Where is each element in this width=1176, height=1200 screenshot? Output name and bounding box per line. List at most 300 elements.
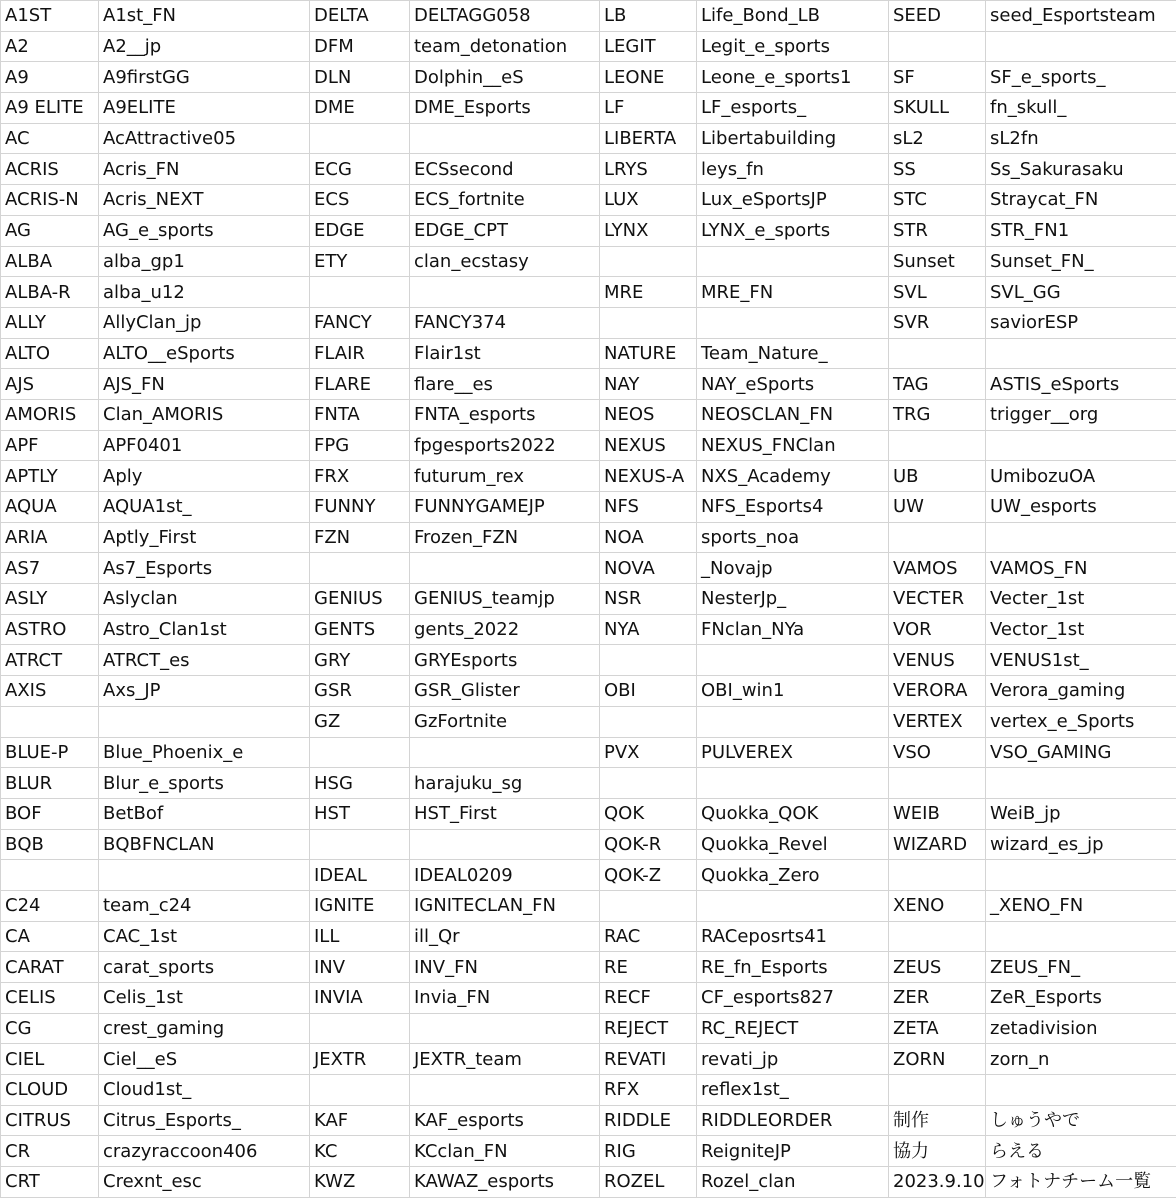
table-cell-team-account[interactable]: seed_Esportsteam (986, 1, 1176, 32)
table-cell-team-account[interactable] (410, 1013, 600, 1044)
table-cell-team-account[interactable] (697, 890, 889, 921)
table-cell-team-tag[interactable]: ETY (310, 246, 410, 277)
table-cell-team-tag[interactable]: FPG (310, 430, 410, 461)
table-cell-team-tag[interactable]: RAC (600, 921, 697, 952)
table-cell-team-tag[interactable]: QOK (600, 798, 697, 829)
table-cell-team-account[interactable] (410, 277, 600, 308)
table-cell-team-account[interactable]: NAY_eSports (697, 369, 889, 400)
table-cell-team-account[interactable]: Ciel__eS (99, 1044, 310, 1075)
table-cell-team-account[interactable]: flare__es (410, 369, 600, 400)
table-cell-team-tag[interactable]: SKULL (889, 93, 986, 124)
table-cell-team-tag[interactable]: ASTRO (1, 614, 99, 645)
table-cell-team-tag[interactable]: ZEUS (889, 952, 986, 983)
table-cell-team-tag[interactable] (310, 277, 410, 308)
table-cell-team-account[interactable]: Acris_NEXT (99, 185, 310, 216)
table-cell-team-account[interactable]: clan_ecstasy (410, 246, 600, 277)
table-cell-team-tag[interactable]: QOK-R (600, 829, 697, 860)
table-cell-team-account[interactable]: sL2fn (986, 123, 1176, 154)
table-cell-team-tag[interactable]: A1ST (1, 1, 99, 32)
table-cell-team-tag[interactable]: NATURE (600, 338, 697, 369)
table-cell-team-account[interactable]: Blur_e_sports (99, 768, 310, 799)
table-cell-team-account[interactable] (697, 246, 889, 277)
table-cell-team-account[interactable]: HST_First (410, 798, 600, 829)
table-cell-team-tag[interactable]: NOVA (600, 553, 697, 584)
table-cell-team-tag[interactable]: ALLY (1, 307, 99, 338)
table-cell-team-account[interactable] (410, 737, 600, 768)
table-cell-team-tag[interactable]: Sunset (889, 246, 986, 277)
table-cell-team-account[interactable]: Celis_1st (99, 983, 310, 1014)
table-cell-team-tag[interactable]: STC (889, 185, 986, 216)
table-cell-team-account[interactable]: SF_e_sports_ (986, 62, 1176, 93)
table-cell-team-account[interactable]: Team_Nature_ (697, 338, 889, 369)
table-cell-team-tag[interactable]: FANCY (310, 307, 410, 338)
table-cell-team-account[interactable] (986, 338, 1176, 369)
table-cell-team-tag[interactable]: GZ (310, 706, 410, 737)
table-cell-team-tag[interactable]: KAF (310, 1105, 410, 1136)
table-cell-team-tag[interactable]: SVR (889, 307, 986, 338)
table-cell-team-account[interactable] (410, 553, 600, 584)
table-cell-team-tag[interactable]: JEXTR (310, 1044, 410, 1075)
table-cell-team-tag[interactable]: NYA (600, 614, 697, 645)
table-cell-team-tag[interactable] (310, 1013, 410, 1044)
table-cell-team-tag[interactable]: UW (889, 492, 986, 523)
table-cell-team-tag[interactable]: FZN (310, 522, 410, 553)
table-cell-team-tag[interactable]: NFS (600, 492, 697, 523)
table-cell-team-account[interactable]: trigger__org (986, 399, 1176, 430)
table-cell-team-account[interactable]: _XENO_FN (986, 890, 1176, 921)
table-cell-team-tag[interactable]: CLOUD (1, 1075, 99, 1106)
table-cell-team-tag[interactable]: VECTER (889, 584, 986, 615)
table-cell-team-tag[interactable]: FRX (310, 461, 410, 492)
table-cell-team-account[interactable]: reflex1st_ (697, 1075, 889, 1106)
table-cell-team-account[interactable]: A9firstGG (99, 62, 310, 93)
table-cell-team-tag[interactable]: GENTS (310, 614, 410, 645)
table-cell-team-tag[interactable]: PVX (600, 737, 697, 768)
table-cell-team-account[interactable]: JEXTR_team (410, 1044, 600, 1075)
table-cell-team-tag[interactable]: AJS (1, 369, 99, 400)
table-cell-team-account[interactable] (697, 768, 889, 799)
table-cell-team-account[interactable]: fpgesports2022 (410, 430, 600, 461)
table-cell-team-account[interactable]: らえる (986, 1136, 1176, 1167)
table-cell-team-account[interactable]: BQBFNCLAN (99, 829, 310, 860)
table-cell-team-tag[interactable]: CRT (1, 1167, 99, 1198)
table-cell-team-tag[interactable]: REVATI (600, 1044, 697, 1075)
table-cell-team-tag[interactable]: VAMOS (889, 553, 986, 584)
table-cell-team-account[interactable]: FNTA_esports (410, 399, 600, 430)
table-cell-team-account[interactable] (410, 123, 600, 154)
table-cell-team-account[interactable]: LF_esports_ (697, 93, 889, 124)
table-cell-team-account[interactable]: crest_gaming (99, 1013, 310, 1044)
table-cell-team-account[interactable]: Straycat_FN (986, 185, 1176, 216)
table-cell-team-tag[interactable]: DELTA (310, 1, 410, 32)
table-cell-team-account[interactable]: しゅうやで (986, 1105, 1176, 1136)
table-cell-team-tag[interactable] (600, 890, 697, 921)
table-cell-team-account[interactable]: Ss_Sakurasaku (986, 154, 1176, 185)
table-cell-team-account[interactable]: SVL_GG (986, 277, 1176, 308)
table-cell-team-tag[interactable]: sL2 (889, 123, 986, 154)
table-cell-team-account[interactable]: fn_skull_ (986, 93, 1176, 124)
table-cell-team-tag[interactable]: BLUE-P (1, 737, 99, 768)
table-cell-team-tag[interactable]: NEOS (600, 399, 697, 430)
table-cell-team-tag[interactable]: NSR (600, 584, 697, 615)
table-cell-team-account[interactable] (697, 706, 889, 737)
table-cell-team-account[interactable]: A2__jp (99, 31, 310, 62)
table-cell-team-tag[interactable] (1, 860, 99, 891)
table-cell-team-tag[interactable]: LB (600, 1, 697, 32)
table-cell-team-tag[interactable]: NAY (600, 369, 697, 400)
table-cell-team-tag[interactable]: 2023.9.10 (889, 1167, 986, 1198)
table-cell-team-account[interactable] (99, 706, 310, 737)
table-cell-team-account[interactable]: AJS_FN (99, 369, 310, 400)
table-cell-team-tag[interactable] (889, 768, 986, 799)
table-cell-team-tag[interactable] (889, 430, 986, 461)
table-cell-team-tag[interactable]: UB (889, 461, 986, 492)
table-cell-team-tag[interactable]: GRY (310, 645, 410, 676)
table-cell-team-account[interactable]: sports_noa (697, 522, 889, 553)
table-cell-team-account[interactable]: KCclan_FN (410, 1136, 600, 1167)
table-cell-team-tag[interactable]: AQUA (1, 492, 99, 523)
table-cell-team-account[interactable]: ill_Qr (410, 921, 600, 952)
table-cell-team-tag[interactable]: TAG (889, 369, 986, 400)
table-cell-team-account[interactable]: Cloud1st_ (99, 1075, 310, 1106)
table-cell-team-account[interactable]: zetadivision (986, 1013, 1176, 1044)
table-cell-team-account[interactable]: RE_fn_Esports (697, 952, 889, 983)
table-cell-team-account[interactable]: RACeposrts41 (697, 921, 889, 952)
table-cell-team-tag[interactable]: LF (600, 93, 697, 124)
table-cell-team-tag[interactable]: SEED (889, 1, 986, 32)
table-cell-team-account[interactable]: フォトナチーム一覧 (986, 1167, 1176, 1198)
table-cell-team-account[interactable]: Frozen_FZN (410, 522, 600, 553)
table-cell-team-tag[interactable]: CR (1, 1136, 99, 1167)
table-cell-team-account[interactable]: CF_esports827 (697, 983, 889, 1014)
table-cell-team-tag[interactable]: ILL (310, 921, 410, 952)
table-cell-team-tag[interactable]: INVIA (310, 983, 410, 1014)
table-cell-team-tag[interactable]: ASLY (1, 584, 99, 615)
table-cell-team-tag[interactable]: TRG (889, 399, 986, 430)
table-cell-team-tag[interactable]: HSG (310, 768, 410, 799)
table-cell-team-tag[interactable]: BQB (1, 829, 99, 860)
table-cell-team-account[interactable]: A9ELITE (99, 93, 310, 124)
table-cell-team-account[interactable]: DELTAGG058 (410, 1, 600, 32)
table-cell-team-account[interactable]: wizard_es_jp (986, 829, 1176, 860)
table-cell-team-account[interactable] (697, 645, 889, 676)
table-cell-team-tag[interactable] (310, 553, 410, 584)
table-cell-team-account[interactable]: KAF_esports (410, 1105, 600, 1136)
table-cell-team-account[interactable]: ALTO__eSports (99, 338, 310, 369)
table-cell-team-tag[interactable] (889, 522, 986, 553)
table-cell-team-account[interactable]: CAC_1st (99, 921, 310, 952)
table-cell-team-account[interactable]: EDGE_CPT (410, 215, 600, 246)
table-cell-team-account[interactable]: RC_REJECT (697, 1013, 889, 1044)
table-cell-team-account[interactable] (986, 430, 1176, 461)
table-cell-team-tag[interactable] (600, 246, 697, 277)
table-cell-team-account[interactable]: UmibozuOA (986, 461, 1176, 492)
table-cell-team-tag[interactable]: RFX (600, 1075, 697, 1106)
table-cell-team-tag[interactable] (310, 123, 410, 154)
table-cell-team-account[interactable]: IDEAL0209 (410, 860, 600, 891)
table-cell-team-tag[interactable]: RECF (600, 983, 697, 1014)
table-cell-team-account[interactable]: Astro_Clan1st (99, 614, 310, 645)
table-cell-team-account[interactable]: Lux_eSportsJP (697, 185, 889, 216)
table-cell-team-account[interactable]: carat_sports (99, 952, 310, 983)
table-cell-team-account[interactable] (410, 829, 600, 860)
table-cell-team-account[interactable]: Flair1st (410, 338, 600, 369)
table-cell-team-account[interactable]: UW_esports (986, 492, 1176, 523)
table-cell-team-tag[interactable]: ACRIS-N (1, 185, 99, 216)
table-cell-team-account[interactable]: FNclan_NYa (697, 614, 889, 645)
table-cell-team-tag[interactable]: LYNX (600, 215, 697, 246)
table-cell-team-tag[interactable]: CA (1, 921, 99, 952)
table-cell-team-account[interactable]: DME_Esports (410, 93, 600, 124)
table-cell-team-tag[interactable]: FLARE (310, 369, 410, 400)
table-cell-team-tag[interactable] (889, 860, 986, 891)
table-cell-team-account[interactable]: Quokka_Revel (697, 829, 889, 860)
table-cell-team-account[interactable]: NXS_Academy (697, 461, 889, 492)
table-cell-team-tag[interactable]: LEGIT (600, 31, 697, 62)
table-cell-team-account[interactable] (986, 768, 1176, 799)
table-cell-team-tag[interactable]: ZORN (889, 1044, 986, 1075)
table-cell-team-account[interactable]: Invia_FN (410, 983, 600, 1014)
table-cell-team-account[interactable]: FUNNYGAMEJP (410, 492, 600, 523)
table-cell-team-tag[interactable]: ZER (889, 983, 986, 1014)
table-cell-team-account[interactable]: AQUA1st_ (99, 492, 310, 523)
table-cell-team-tag[interactable]: VOR (889, 614, 986, 645)
table-cell-team-tag[interactable]: ZETA (889, 1013, 986, 1044)
table-cell-team-tag[interactable]: IGNITE (310, 890, 410, 921)
table-cell-team-account[interactable] (697, 307, 889, 338)
table-cell-team-tag[interactable]: WEIB (889, 798, 986, 829)
table-cell-team-tag[interactable]: AG (1, 215, 99, 246)
table-cell-team-tag[interactable] (889, 1075, 986, 1106)
table-cell-team-account[interactable]: Citrus_Esports_ (99, 1105, 310, 1136)
table-cell-team-account[interactable]: GzFortnite (410, 706, 600, 737)
table-cell-team-account[interactable]: Rozel_clan (697, 1167, 889, 1198)
table-cell-team-tag[interactable]: STR (889, 215, 986, 246)
table-cell-team-account[interactable]: BetBof (99, 798, 310, 829)
table-cell-team-tag[interactable]: BLUR (1, 768, 99, 799)
table-cell-team-account[interactable]: Vecter_1st (986, 584, 1176, 615)
table-cell-team-account[interactable]: WeiB_jp (986, 798, 1176, 829)
table-cell-team-account[interactable]: Acris_FN (99, 154, 310, 185)
table-cell-team-account[interactable]: LYNX_e_sports (697, 215, 889, 246)
table-cell-team-tag[interactable]: FLAIR (310, 338, 410, 369)
table-cell-team-tag[interactable]: WIZARD (889, 829, 986, 860)
table-cell-team-account[interactable]: IGNITECLAN_FN (410, 890, 600, 921)
table-cell-team-account[interactable]: OBI_win1 (697, 676, 889, 707)
table-cell-team-tag[interactable]: DLN (310, 62, 410, 93)
table-cell-team-tag[interactable]: FUNNY (310, 492, 410, 523)
table-cell-team-account[interactable]: VENUS1st_ (986, 645, 1176, 676)
table-cell-team-tag[interactable] (889, 921, 986, 952)
table-cell-team-tag[interactable]: AS7 (1, 553, 99, 584)
table-cell-team-tag[interactable]: ECS (310, 185, 410, 216)
table-cell-team-tag[interactable]: ARIA (1, 522, 99, 553)
table-cell-team-tag[interactable]: CG (1, 1013, 99, 1044)
table-cell-team-account[interactable]: ECS_fortnite (410, 185, 600, 216)
table-cell-team-account[interactable]: As7_Esports (99, 553, 310, 584)
table-cell-team-tag[interactable] (600, 706, 697, 737)
table-cell-team-tag[interactable]: VSO (889, 737, 986, 768)
table-cell-team-tag[interactable]: LIBERTA (600, 123, 697, 154)
table-cell-team-tag[interactable] (310, 737, 410, 768)
table-cell-team-tag[interactable] (310, 1075, 410, 1106)
table-cell-team-tag[interactable]: EDGE (310, 215, 410, 246)
table-cell-team-tag[interactable] (889, 338, 986, 369)
table-cell-team-account[interactable]: Leone_e_sports1 (697, 62, 889, 93)
table-cell-team-tag[interactable]: KWZ (310, 1167, 410, 1198)
table-cell-team-account[interactable]: revati_jp (697, 1044, 889, 1075)
table-cell-team-account[interactable]: alba_gp1 (99, 246, 310, 277)
table-cell-team-account[interactable] (986, 1075, 1176, 1106)
table-cell-team-account[interactable]: ASTIS_eSports (986, 369, 1176, 400)
table-cell-team-tag[interactable]: GENIUS (310, 584, 410, 615)
table-cell-team-account[interactable]: INV_FN (410, 952, 600, 983)
table-cell-team-account[interactable]: RIDDLEORDER (697, 1105, 889, 1136)
table-cell-team-tag[interactable]: LRYS (600, 154, 697, 185)
table-cell-team-tag[interactable]: VERTEX (889, 706, 986, 737)
table-cell-team-tag[interactable]: FNTA (310, 399, 410, 430)
table-cell-team-account[interactable]: NEXUS_FNClan (697, 430, 889, 461)
table-cell-team-tag[interactable]: SVL (889, 277, 986, 308)
table-cell-team-account[interactable]: Dolphin__eS (410, 62, 600, 93)
table-cell-team-account[interactable]: Axs_JP (99, 676, 310, 707)
table-cell-team-tag[interactable]: A9 (1, 62, 99, 93)
table-cell-team-tag[interactable]: ECG (310, 154, 410, 185)
table-cell-team-account[interactable]: GSR_Glister (410, 676, 600, 707)
table-cell-team-account[interactable]: GRYEsports (410, 645, 600, 676)
table-cell-team-tag[interactable]: VERORA (889, 676, 986, 707)
table-cell-team-tag[interactable]: CELIS (1, 983, 99, 1014)
table-cell-team-tag[interactable]: XENO (889, 890, 986, 921)
table-cell-team-tag[interactable] (600, 645, 697, 676)
table-cell-team-tag[interactable]: ALBA-R (1, 277, 99, 308)
table-cell-team-account[interactable]: ZeR_Esports (986, 983, 1176, 1014)
table-cell-team-tag[interactable]: A9 ELITE (1, 93, 99, 124)
table-cell-team-account[interactable]: ZEUS_FN_ (986, 952, 1176, 983)
table-cell-team-tag[interactable]: KC (310, 1136, 410, 1167)
table-cell-team-tag[interactable] (1, 706, 99, 737)
table-cell-team-account[interactable]: Aslyclan (99, 584, 310, 615)
table-cell-team-account[interactable]: Verora_gaming (986, 676, 1176, 707)
table-cell-team-account[interactable]: STR_FN1 (986, 215, 1176, 246)
table-cell-team-tag[interactable]: RIG (600, 1136, 697, 1167)
table-cell-team-account[interactable] (99, 860, 310, 891)
table-cell-team-tag[interactable]: AXIS (1, 676, 99, 707)
table-cell-team-tag[interactable]: LEONE (600, 62, 697, 93)
table-cell-team-account[interactable]: Aply (99, 461, 310, 492)
table-cell-team-account[interactable]: futurum_rex (410, 461, 600, 492)
table-cell-team-tag[interactable]: AC (1, 123, 99, 154)
table-cell-team-account[interactable]: gents_2022 (410, 614, 600, 645)
table-cell-team-account[interactable]: Quokka_Zero (697, 860, 889, 891)
table-cell-team-account[interactable]: harajuku_sg (410, 768, 600, 799)
table-cell-team-account[interactable] (410, 1075, 600, 1106)
table-cell-team-account[interactable]: AG_e_sports (99, 215, 310, 246)
table-cell-team-tag[interactable]: CITRUS (1, 1105, 99, 1136)
table-cell-team-account[interactable]: ECSsecond (410, 154, 600, 185)
table-cell-team-tag[interactable]: LUX (600, 185, 697, 216)
table-cell-team-tag[interactable]: APF (1, 430, 99, 461)
table-cell-team-account[interactable]: saviorESP (986, 307, 1176, 338)
table-cell-team-tag[interactable]: INV (310, 952, 410, 983)
table-cell-team-account[interactable] (986, 31, 1176, 62)
table-cell-team-account[interactable]: _Novajp (697, 553, 889, 584)
table-cell-team-tag[interactable]: A2 (1, 31, 99, 62)
table-cell-team-tag[interactable]: CIEL (1, 1044, 99, 1075)
table-cell-team-tag[interactable]: MRE (600, 277, 697, 308)
table-cell-team-tag[interactable]: 制作 (889, 1105, 986, 1136)
table-cell-team-account[interactable]: alba_u12 (99, 277, 310, 308)
table-cell-team-account[interactable] (986, 921, 1176, 952)
table-cell-team-account[interactable]: vertex_e_Sports (986, 706, 1176, 737)
table-cell-team-account[interactable]: zorn_n (986, 1044, 1176, 1075)
table-cell-team-account[interactable]: VSO_GAMING (986, 737, 1176, 768)
table-cell-team-account[interactable]: AcAttractive05 (99, 123, 310, 154)
table-cell-team-tag[interactable]: ALBA (1, 246, 99, 277)
table-cell-team-tag[interactable]: RIDDLE (600, 1105, 697, 1136)
table-cell-team-tag[interactable]: ALTO (1, 338, 99, 369)
table-cell-team-account[interactable]: Quokka_QOK (697, 798, 889, 829)
table-cell-team-tag[interactable]: SS (889, 154, 986, 185)
table-cell-team-tag[interactable]: OBI (600, 676, 697, 707)
table-cell-team-account[interactable]: VAMOS_FN (986, 553, 1176, 584)
table-cell-team-account[interactable]: ReigniteJP (697, 1136, 889, 1167)
table-cell-team-account[interactable]: Sunset_FN_ (986, 246, 1176, 277)
table-cell-team-tag[interactable] (600, 768, 697, 799)
table-cell-team-tag[interactable]: C24 (1, 890, 99, 921)
table-cell-team-account[interactable]: team_detonation (410, 31, 600, 62)
table-cell-team-tag[interactable]: ACRIS (1, 154, 99, 185)
table-cell-team-tag[interactable]: RE (600, 952, 697, 983)
table-cell-team-tag[interactable]: 協力 (889, 1136, 986, 1167)
table-cell-team-tag[interactable] (310, 829, 410, 860)
table-cell-team-tag[interactable]: NEXUS-A (600, 461, 697, 492)
table-cell-team-tag[interactable]: SF (889, 62, 986, 93)
table-cell-team-account[interactable]: crazyraccoon406 (99, 1136, 310, 1167)
table-cell-team-tag[interactable]: BOF (1, 798, 99, 829)
table-cell-team-account[interactable]: MRE_FN (697, 277, 889, 308)
table-cell-team-tag[interactable]: HST (310, 798, 410, 829)
table-cell-team-account[interactable]: Vector_1st (986, 614, 1176, 645)
table-cell-team-account[interactable]: Clan_AMORIS (99, 399, 310, 430)
table-cell-team-account[interactable]: NEOSCLAN_FN (697, 399, 889, 430)
table-cell-team-tag[interactable]: GSR (310, 676, 410, 707)
table-cell-team-tag[interactable]: DME (310, 93, 410, 124)
table-cell-team-tag[interactable]: ATRCT (1, 645, 99, 676)
table-cell-team-tag[interactable]: ROZEL (600, 1167, 697, 1198)
table-cell-team-tag[interactable]: IDEAL (310, 860, 410, 891)
table-cell-team-account[interactable]: APF0401 (99, 430, 310, 461)
table-cell-team-account[interactable]: Life_Bond_LB (697, 1, 889, 32)
table-cell-team-account[interactable]: Legit_e_sports (697, 31, 889, 62)
table-cell-team-account[interactable]: ATRCT_es (99, 645, 310, 676)
table-cell-team-account[interactable]: GENIUS_teamjp (410, 584, 600, 615)
table-cell-team-tag[interactable]: AMORIS (1, 399, 99, 430)
table-cell-team-tag[interactable]: DFM (310, 31, 410, 62)
table-cell-team-tag[interactable]: NEXUS (600, 430, 697, 461)
table-cell-team-account[interactable] (986, 860, 1176, 891)
table-cell-team-account[interactable]: Aptly_First (99, 522, 310, 553)
table-cell-team-account[interactable]: Crexnt_esc (99, 1167, 310, 1198)
table-cell-team-account[interactable]: PULVEREX (697, 737, 889, 768)
table-cell-team-tag[interactable]: CARAT (1, 952, 99, 983)
table-cell-team-account[interactable]: leys_fn (697, 154, 889, 185)
table-cell-team-tag[interactable] (600, 307, 697, 338)
table-cell-team-tag[interactable]: QOK-Z (600, 860, 697, 891)
table-cell-team-tag[interactable]: REJECT (600, 1013, 697, 1044)
table-cell-team-account[interactable]: team_c24 (99, 890, 310, 921)
table-cell-team-account[interactable]: Libertabuilding (697, 123, 889, 154)
